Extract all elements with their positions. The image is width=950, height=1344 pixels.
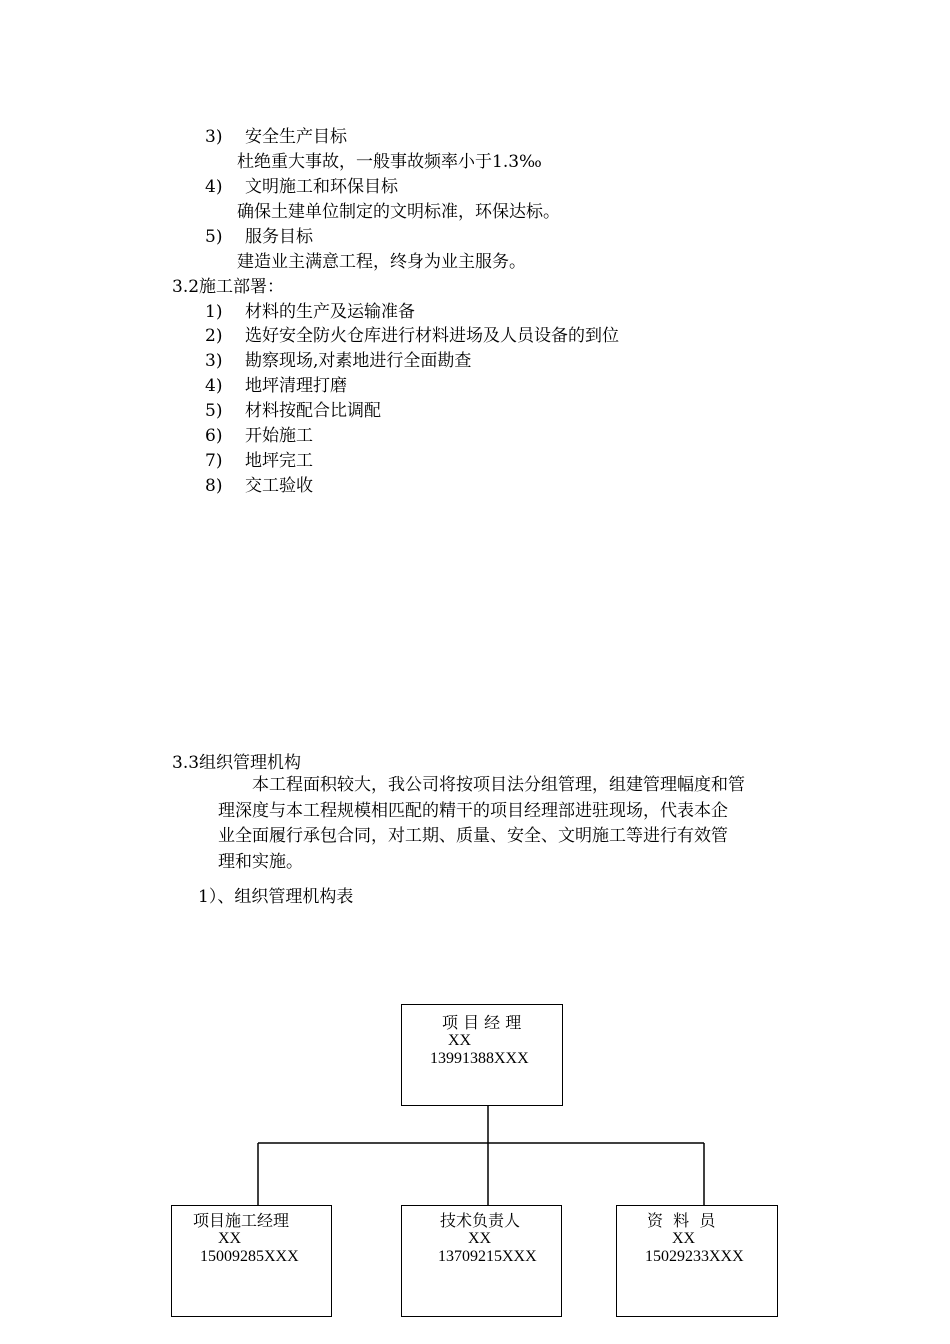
org-node-phone: 15029233XXX (645, 1248, 744, 1265)
list-number: 3) (205, 351, 223, 371)
org-node-role: 资 料 员 (647, 1211, 716, 1230)
org-node-role: 技术负责人 (440, 1211, 521, 1230)
list-number: 8) (205, 476, 223, 496)
org-node-phone: 13709215XXX (438, 1248, 537, 1265)
target-title: 文明施工和环保目标 (245, 177, 398, 197)
paragraph-line: 本工程面积较大，我公司将按项目法分组管理，组建管理幅度和管 (218, 775, 745, 795)
list-number: 5) (205, 227, 223, 247)
org-node-name: XX (672, 1230, 696, 1247)
list-number: 2) (205, 326, 223, 346)
list-number: 3) (205, 127, 223, 147)
paragraph-line: 理和实施。 (218, 851, 303, 872)
list-number: 6) (205, 426, 223, 446)
org-node-technical-lead (401, 1205, 562, 1317)
org-node-phone: 15009285XXX (200, 1248, 299, 1265)
list-item-text: 地坪清理打磨 (245, 376, 347, 396)
target-4-desc: 确保土建单位制定的文明标准，环保达标。 (237, 202, 560, 222)
list-number: 1) (205, 302, 223, 322)
section-heading-deployment: 3.2施工部署： (172, 277, 285, 297)
target-5-desc: 建造业主满意工程，终身为业主服务。 (237, 252, 526, 272)
section-heading-organization: 3.3组织管理机构 (172, 753, 302, 773)
paragraph-line: 理深度与本工程规模相匹配的精干的项目经理部进驻现场，代表本企 (218, 800, 728, 821)
list-item-text: 交工验收 (245, 476, 313, 496)
org-node-name: XX (218, 1230, 242, 1247)
list-item-text: 开始施工 (245, 426, 313, 446)
list-number: 4) (205, 376, 223, 396)
list-number: 7) (205, 451, 223, 471)
list-item-text: 地坪完工 (245, 451, 313, 471)
target-3-desc: 杜绝重大事故，一般事故频率小于1.3‰ (237, 152, 542, 172)
org-node-phone: 13991388XXX (430, 1050, 529, 1067)
list-item-text: 选好安全防火仓库进行材料进场及人员设备的到位 (245, 326, 619, 346)
org-node-name: XX (448, 1032, 472, 1049)
list-number: 4) (205, 177, 223, 197)
org-node-name: XX (468, 1230, 492, 1247)
org-table-title: 1）、组织管理机构表 (198, 887, 354, 907)
org-node-project-manager (401, 1004, 563, 1106)
list-item-text: 材料按配合比调配 (245, 401, 381, 421)
list-item-text: 材料的生产及运输准备 (245, 302, 415, 322)
list-number: 5) (205, 401, 223, 421)
list-item-text: 勘察现场,对素地进行全面勘查 (245, 351, 472, 371)
org-node-documentation-clerk (616, 1205, 778, 1317)
org-node-role: 项 目 经 理 (442, 1013, 522, 1032)
org-node-role: 项目施工经理 (193, 1211, 290, 1230)
target-title: 安全生产目标 (245, 127, 347, 147)
org-node-construction-manager (171, 1205, 332, 1317)
target-title: 服务目标 (245, 227, 313, 247)
paragraph-line: 业全面履行承包合同，对工期、质量、安全、文明施工等进行有效管 (218, 826, 728, 846)
